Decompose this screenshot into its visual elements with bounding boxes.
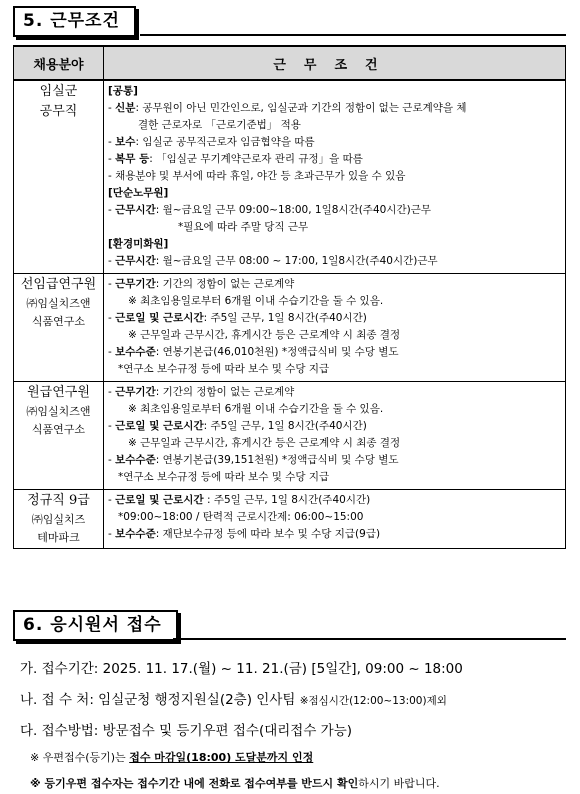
mail-note-text: ※ 우편접수(등기)는 — [30, 751, 130, 764]
condition-line — [108, 293, 561, 310]
condition-text: - — [108, 204, 116, 216]
job-field-org: ㈜임실치즈앤 — [26, 405, 91, 418]
conditions-cell — [104, 382, 566, 490]
condition-line — [108, 83, 561, 100]
header-conditions: 근무조건 — [104, 46, 566, 80]
application-period-text: 가. 접수기간: 2025. 11. 17.(월) ~ 11. 21.(금) [5일간], 09:00 ~ 18:00 — [20, 661, 463, 677]
job-field-cell — [14, 274, 104, 382]
condition-text: 보수수준 — [115, 528, 156, 540]
condition-text: : 기간의 정함이 없는 근로계약 — [155, 278, 295, 290]
application-place-text: 나. 접 수 처: 임실군청 행정지원실(2층) 인사팀 — [20, 692, 300, 708]
job-field-name: 원급연구원 — [27, 385, 90, 400]
condition-text: 근로일 및 근로시간 — [115, 494, 204, 506]
condition-text: - — [108, 153, 116, 165]
condition-text: : 주5일 근무, 1일 8시간(주40시간) — [203, 494, 371, 506]
condition-text: 근로일 및 근로시간 — [115, 312, 204, 324]
condition-text: ※ 근무일과 근무시간, 휴게시간 등은 근로계약 시 최종 결정 — [128, 329, 401, 341]
condition-line — [108, 253, 561, 270]
condition-line — [108, 168, 561, 185]
condition-text: - — [108, 255, 116, 267]
table-row — [14, 490, 566, 549]
condition-line — [108, 310, 561, 327]
condition-line — [108, 219, 561, 236]
job-field-org: 테마파크 — [37, 531, 80, 544]
condition-text: 근무기간 — [115, 386, 156, 398]
application-period — [20, 657, 463, 677]
section-6-title: 6. 응시원서 접수 — [13, 610, 178, 641]
section-5-title: 5. 근무조건 — [13, 6, 136, 37]
condition-text: 근무시간 — [115, 255, 156, 267]
condition-text: : 주5일 근무, 1일 8시간(주40시간) — [203, 312, 367, 324]
condition-line — [108, 384, 561, 401]
condition-line — [108, 435, 561, 452]
condition-text: *연구소 보수규정 등에 따라 보수 및 수당 지급 — [118, 363, 330, 375]
condition-line — [108, 236, 561, 253]
condition-text: : 임실군 공무직근로자 임금협약을 따름 — [135, 136, 315, 148]
condition-text: : 연봉기본급(39,151천원) *정액급식비 및 수당 별도 — [155, 454, 399, 466]
job-field-org: 식품연구소 — [31, 315, 86, 328]
condition-line — [108, 276, 561, 293]
condition-text: - — [108, 528, 116, 540]
mail-note-emphasis: 접수 마감일(18:00) 도달분까지 인정 — [129, 751, 314, 764]
condition-text: *연구소 보수규정 등에 따라 보수 및 수당 지급 — [118, 471, 330, 483]
mail-note — [30, 749, 313, 765]
condition-text: ※ 최초임용일로부터 6개월 이내 수습기간을 둘 수 있음. — [128, 403, 384, 415]
table-body — [14, 80, 566, 549]
condition-text: [단순노무원] — [108, 187, 169, 199]
condition-line — [108, 327, 561, 344]
condition-line — [108, 151, 561, 168]
conditions-cell — [104, 490, 566, 549]
conditions-cell — [104, 80, 566, 274]
condition-line — [108, 344, 561, 361]
condition-line — [108, 492, 561, 509]
job-field-name: 공무직 — [39, 104, 78, 119]
condition-text: - — [108, 136, 116, 148]
table-header-row — [14, 46, 566, 80]
job-field-name: 임실군 — [39, 84, 78, 99]
condition-line — [108, 117, 561, 134]
condition-line — [108, 202, 561, 219]
phone-confirm-note — [30, 775, 440, 791]
section-6-title-rule — [173, 638, 566, 640]
condition-line — [108, 418, 561, 435]
table-row — [14, 382, 566, 490]
job-field-cell — [14, 80, 104, 274]
condition-text: - — [108, 454, 116, 466]
condition-text: 복무 등 — [115, 153, 150, 165]
table-row — [14, 274, 566, 382]
condition-text: : 월~금요일 근무 09:00~18:00, 1일8시간(주40시간)근무 — [155, 204, 431, 216]
header-field: 채용분야 — [14, 46, 104, 80]
condition-text: - — [108, 494, 116, 506]
job-field-org: ㈜임실치즈 — [31, 513, 86, 526]
job-field-cell — [14, 490, 104, 549]
lunch-note: ※점심시간(12:00~13:00)제외 — [299, 695, 447, 707]
condition-text: ※ 최초임용일로부터 6개월 이내 수습기간을 둘 수 있음. — [128, 295, 384, 307]
phone-confirm-text: 하시기 바랍니다. — [358, 777, 440, 790]
condition-text: 근무기간 — [115, 278, 156, 290]
condition-text: - — [108, 312, 116, 324]
condition-text: : 공무원이 아닌 민간인으로, 임실군과 기간의 정함이 없는 근로계약을 체 — [135, 102, 467, 114]
job-field-name: 정규직 9급 — [27, 493, 90, 508]
condition-text: *필요에 따라 주말 당직 근무 — [178, 221, 309, 233]
application-method-text: 다. 접수방법: 방문접수 및 등기우편 접수(대리접수 가능) — [20, 723, 353, 739]
condition-text: : 재단보수규정 등에 따라 보수 및 수당 지급(9급) — [155, 528, 381, 540]
condition-text: - — [108, 278, 116, 290]
condition-line — [108, 401, 561, 418]
condition-text: - — [108, 386, 116, 398]
condition-text: 보수수준 — [115, 454, 156, 466]
job-field-name: 선임급연구원 — [20, 277, 97, 292]
job-field-org: 식품연구소 — [31, 423, 86, 436]
condition-line — [108, 452, 561, 469]
condition-text: 신분 — [115, 102, 136, 114]
condition-line — [108, 185, 561, 202]
job-field-org: ㈜임실치즈앤 — [26, 297, 91, 310]
condition-text: : 연봉기본급(46,010천원) *정액급식비 및 수당 별도 — [155, 346, 399, 358]
condition-line — [108, 134, 561, 151]
condition-text: : 월~금요일 근무 08:00 ~ 17:00, 1일8시간(주40시간)근무 — [155, 255, 438, 267]
condition-text: - 채용분야 및 부서에 따라 휴일, 야간 등 초과근무가 있을 수 있음 — [108, 170, 406, 182]
condition-text: 보수수준 — [115, 346, 156, 358]
condition-text: [공통] — [108, 85, 138, 97]
condition-line — [108, 469, 561, 486]
condition-text: *09:00~18:00 / 탄력적 근로시간제: 06:00~15:00 — [118, 511, 364, 523]
condition-text: 보수 — [115, 136, 136, 148]
condition-line — [108, 526, 561, 543]
condition-text: : 기간의 정함이 없는 근로계약 — [155, 386, 295, 398]
condition-text: : 주5일 근무, 1일 8시간(주40시간) — [203, 420, 367, 432]
condition-text: 근무시간 — [115, 204, 156, 216]
condition-text: 결한 근로자로 「근로기준법」 적용 — [138, 119, 301, 131]
conditions-cell — [104, 274, 566, 382]
condition-line — [108, 100, 561, 117]
condition-text: 근로일 및 근로시간 — [115, 420, 204, 432]
job-field-cell — [14, 382, 104, 490]
phone-confirm-emphasis: ※ 등기우편 접수자는 접수기간 내에 전화로 접수여부를 반드시 확인 — [30, 777, 359, 790]
condition-text: - — [108, 102, 116, 114]
application-place — [20, 688, 447, 708]
section-5-title-rule — [140, 34, 566, 36]
condition-text: : 「임실군 무기계약근로자 관리 규정」을 따름 — [149, 153, 363, 165]
application-method — [20, 719, 352, 739]
table-row — [14, 80, 566, 274]
condition-line — [108, 361, 561, 378]
condition-text: ※ 근무일과 근무시간, 휴게시간 등은 근로계약 시 최종 결정 — [128, 437, 401, 449]
condition-line — [108, 509, 561, 526]
work-conditions-table — [13, 45, 566, 549]
condition-text: - — [108, 346, 116, 358]
condition-text: [환경미화원] — [108, 238, 169, 250]
condition-text: - — [108, 420, 116, 432]
